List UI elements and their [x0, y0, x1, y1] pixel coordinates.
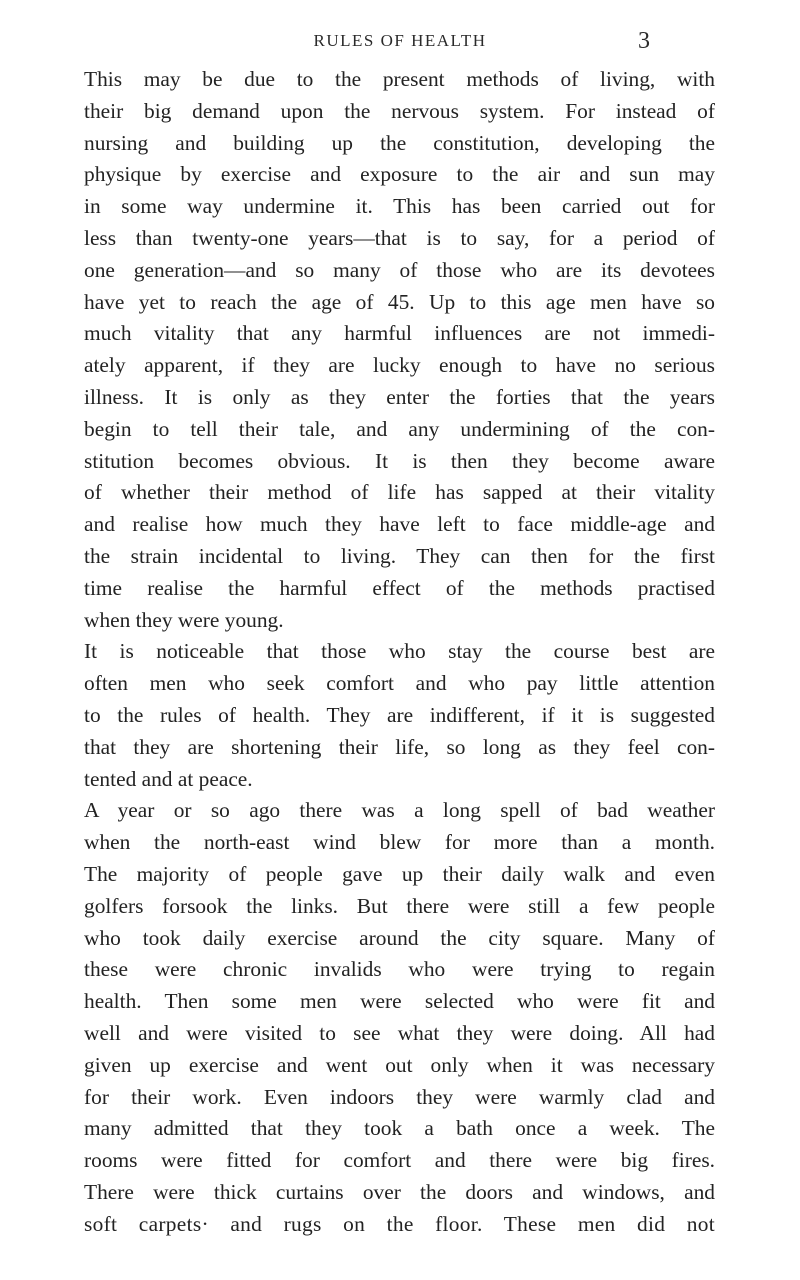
text-line: nursing and building up the constitution, developing the — [84, 130, 715, 155]
text-line: less than twenty-one years—that is to say, for a period of — [84, 225, 715, 250]
text-line: many admitted that they took a bath once a week. The — [84, 1116, 715, 1141]
text-line: much vitality that any harmful influences are not immedi- — [84, 321, 715, 346]
text-line: well and were visited to see what they were doing. All had — [84, 1020, 715, 1045]
running-head-title: RULES OF HEALTH — [313, 31, 487, 50]
text-line: and realise how much they have left to face middle-age and — [84, 512, 715, 537]
text-line: time realise the harmful effect of the methods practised — [84, 575, 715, 600]
text-line: for their work. Even indoors they were warmly clad and — [84, 1084, 715, 1109]
text-line: who took daily exercise around the city square. Many of — [84, 925, 715, 950]
text-line: It is noticeable that those who stay the course best are — [84, 639, 715, 664]
text-line: tented and at peace. — [84, 766, 253, 791]
text-line: when the north-east wind blew for more than a month. — [84, 830, 715, 855]
text-line: the strain incidental to living. They can then for the first — [84, 543, 715, 568]
page-number: 3 — [638, 28, 650, 54]
text-line: these were chronic invalids who were trying to regain — [84, 957, 715, 982]
text-line: physique by exercise and exposure to the air and sun may — [84, 162, 715, 187]
text-line: have yet to reach the age of 45. Up to this age men have so — [84, 289, 715, 314]
text-line: This may be due to the present methods of living, with — [84, 67, 715, 91]
text-line: that they are shortening their life, so long as they feel con- — [84, 734, 715, 759]
text-line: when they were young. — [84, 607, 284, 632]
text-line: stitution becomes obvious. It is then they become aware — [84, 448, 715, 473]
text-line: soft carpets· and rugs on the floor. These men did not — [84, 1211, 715, 1236]
text-line: The majority of people gave up their daily walk and even — [84, 861, 715, 886]
text-line: to the rules of health. They are indifferent, if it is suggested — [84, 702, 715, 727]
text-line: of whether their method of life has sapped at their vitality — [84, 480, 715, 505]
text-line: health. Then some men were selected who were fit and — [84, 989, 715, 1014]
body-text — [84, 64, 715, 1240]
text-line: ately apparent, if they are lucky enough to have no serious — [84, 353, 715, 378]
text-line: often men who seek comfort and who pay little attention — [84, 671, 715, 696]
text-line: illness. It is only as they enter the forties that the years — [84, 384, 715, 409]
text-line: their big demand upon the nervous system. For instead of — [84, 98, 715, 123]
text-line: one generation—and so many of those who are its devotees — [84, 257, 715, 282]
text-line: golfers forsook the links. But there were still a few people — [84, 893, 715, 918]
text-line: rooms were fitted for comfort and there were big fires. — [84, 1148, 715, 1173]
text-line: There were thick curtains over the doors and windows, and — [84, 1179, 715, 1204]
text-line: in some way undermine it. This has been carried out for — [84, 194, 715, 219]
text-line: A year or so ago there was a long spell of bad weather — [84, 798, 715, 823]
text-line: begin to tell their tale, and any undermining of the con- — [84, 416, 715, 441]
text-line: given up exercise and went out only when it was necessary — [84, 1052, 715, 1077]
